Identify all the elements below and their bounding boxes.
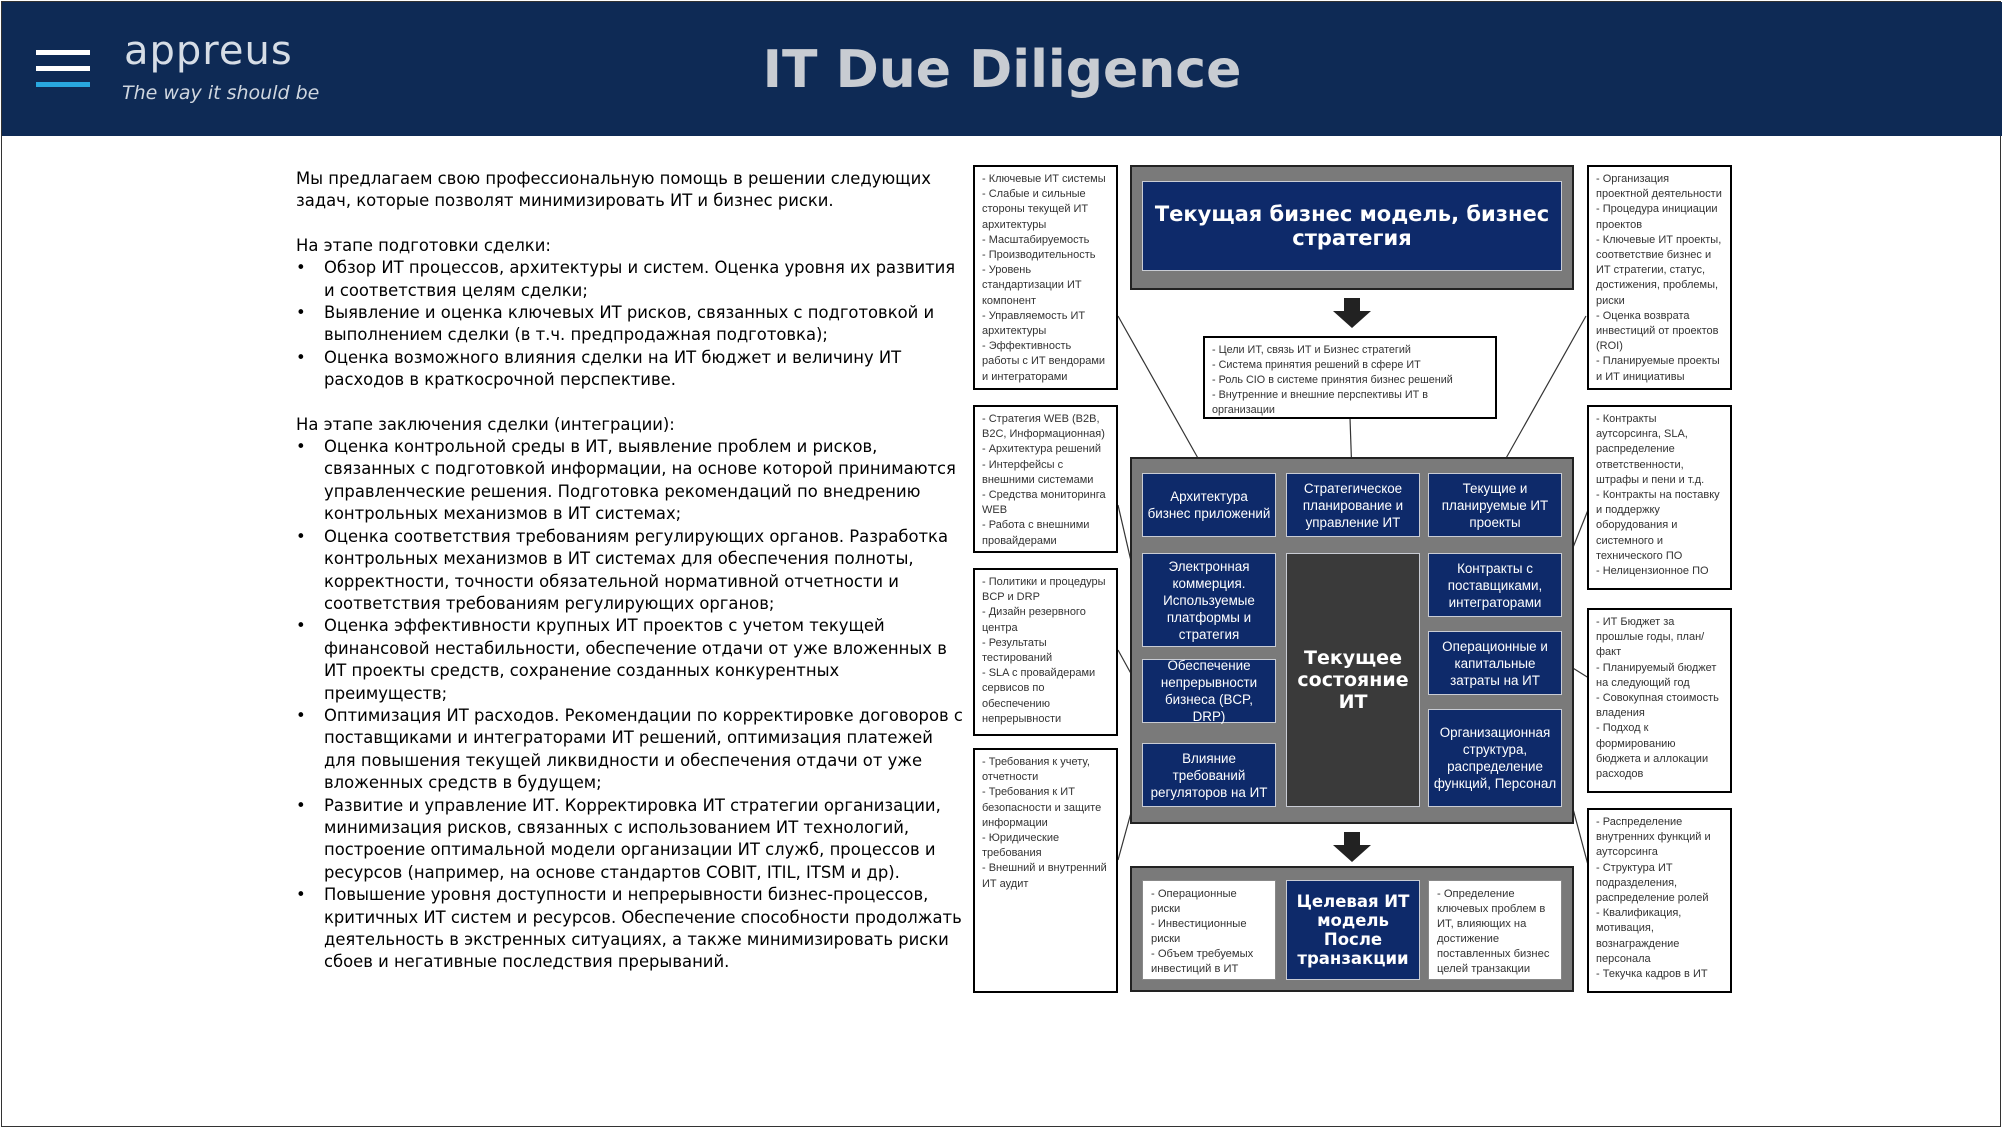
top-panel — [1130, 165, 1574, 290]
section1-list — [296, 257, 966, 391]
box-ecommerce: Электронная коммерция. Используемые платформы и стратегия — [1142, 553, 1276, 647]
note-app-architecture: - Ключевые ИТ системы - Слабые и сильные стороны текущей ИТ архитектуры - Масштабируемость - Производительность - Уровень стандартизации ИТ компонент - Управляемость ИТ архитектуры - Эффективность работы с ИТ вендорами и интеграторами — [973, 165, 1118, 390]
list-item: • Оптимизация ИТ расходов. Рекомендации по корректировке договоров с поставщиками и интеграторами ИТ решений, оптимизация платежей для повышения текущей ликвидности и обеспечения отдачи от уже вложенных средств в будущем; — [296, 705, 966, 795]
bottom-risks-note: - Операционные риски - Инвестиционные риски - Объем требуемых инвестиций в ИТ — [1142, 880, 1276, 980]
list-item: • Обзор ИТ процессов, архитектуры и систем. Оценка уровня их развития и соответствия целям сделки; — [296, 257, 966, 302]
services-text — [296, 168, 966, 974]
box-strategic-planning: Стратегическое планирование и управление ИТ — [1286, 473, 1420, 537]
target-it-model-box: Целевая ИТ модель После транзакции — [1286, 880, 1420, 980]
box-org-structure: Организационная структура, распределение функций, Персонал — [1428, 709, 1562, 807]
down-arrow-icon — [1333, 832, 1371, 862]
page-title: IT Due Diligence — [762, 40, 1242, 100]
list-item: • Развитие и управление ИТ. Корректировка ИТ стратегии организации, минимизация рисков, связанных с использованием ИТ технологий, построение оптимальной модели организации ИТ служб, процессов и ресурсов (например, на основе стандартов COBIT, ITIL, ITSM и др). — [296, 795, 966, 885]
tagline: The way it should be — [122, 82, 320, 104]
hamburger-menu-icon[interactable] — [2, 2, 112, 132]
bottom-panel — [1130, 866, 1574, 992]
center-note-it-goals: - Цели ИТ, связь ИТ и Бизнес стратегий - Система принятия решений в сфере ИТ - Роль CIO в системе принятия бизнес решений - Внутренние и внешние перспективы ИТ в организации — [1203, 336, 1497, 419]
box-app-architecture: Архитектура бизнес приложений — [1142, 473, 1276, 537]
list-item: • Оценка контрольной среды в ИТ, выявление проблем и рисков, связанных с подготовкой информации, на основе которой принимаются управленческие решения. Подготовка рекомендаций по внедрению контрольных механизмов в ИТ системах; — [296, 436, 966, 526]
list-item: • Оценка возможного влияния сделки на ИТ бюджет и величину ИТ расходов в краткосрочной перспективе. — [296, 347, 966, 392]
note-regulators: - Требования к учету, отчетности - Требования к ИТ безопасности и защите информации - Юридические требования - Внешний и внутренний ИТ аудит — [973, 748, 1118, 993]
note-org: - Распределение внутренних функций и аутсорсинга - Структура ИТ подразделения, распределение ролей - Квалификация, мотивация, вознаграждение персонала - Текучка кадров в ИТ — [1587, 808, 1732, 993]
note-bcp: - Политики и процедуры BCP и DRP - Дизайн резервного центра - Результаты тестирований - SLA с провайдерами сервисов по обеспечению непрерывности — [973, 568, 1118, 736]
header-bar — [2, 2, 2002, 136]
note-projects: - Организация проектной деятельности - Процедура инициации проектов - Ключевые ИТ проекты, соответствие бизнес и ИТ стратегии, статус, достижения, проблемы, риски - Оценка возврата инвестиций от проектов (ROI) - Планируемые проекты и ИТ инициативы — [1587, 165, 1732, 390]
box-contracts: Контракты с поставщиками, интеграторами — [1428, 553, 1562, 617]
section1-title: На этапе подготовки сделки: — [296, 235, 551, 255]
box-regulators: Влияние требований регуляторов на ИТ — [1142, 743, 1276, 807]
intro-text: Мы предлагаем свою профессиональную помощь в решении следующих задач, которые позволят минимизировать ИТ и бизнес риски. — [296, 169, 931, 211]
logo: appreus — [124, 28, 293, 74]
list-item: • Оценка эффективности крупных ИТ проектов с учетом текущей финансовой нестабильности, обеспечение отдачи от уже вложенных в ИТ проекты средств, сохранение созданных конкурентных преимуществ; — [296, 615, 966, 705]
note-contracts: - Контракты аутсорсинга, SLA, распределение ответственности, штрафы и пени и т.д. - Контракты на поставку и поддержку оборудования и системного и технического ПО - Нелицензионное ПО — [1587, 405, 1732, 590]
section2-title: На этапе заключения сделки (интеграции): — [296, 414, 675, 434]
list-item: • Повышение уровня доступности и непрерывности бизнес-процессов, критичных ИТ систем и ресурсов. Обеспечение способности продолжать деятельность в экстренных ситуациях, а также минимизировать риски сбоев и негативные последствия прерываний. — [296, 884, 966, 974]
down-arrow-icon — [1333, 298, 1371, 328]
bottom-key-problems-note: - Определение ключевых проблем в ИТ, влияющих на достижение поставленных бизнес целей транзакции — [1428, 880, 1562, 980]
section2-list — [296, 436, 966, 974]
box-current-it-state: Текущее состояние ИТ — [1286, 553, 1420, 807]
note-opex: - ИТ Бюджет за прошлые годы, план/факт - Планируемый бюджет на следующий год - Совокупная стоимость владения - Подход к формированию бюджета и аллокации расходов — [1587, 608, 1732, 793]
list-item: • Выявление и оценка ключевых ИТ рисков, связанных с подготовкой и выполнением сделки (в т.ч. предпродажная подготовка); — [296, 302, 966, 347]
current-business-model-box: Текущая бизнес модель, бизнес стратегия — [1142, 181, 1562, 271]
box-it-projects: Текущие и планируемые ИТ проекты — [1428, 473, 1562, 537]
note-ecommerce: - Стратегия WEB (B2B, B2C, Информационная) - Архитектура решений - Интерфейсы с внешними системами - Средства мониторинга WEB - Работа с внешними провайдерами — [973, 405, 1118, 553]
box-bcp: Обеспечение непрерывности бизнеса (BCP, DRP) — [1142, 659, 1276, 723]
list-item: • Оценка соответствия требованиям регулирующих органов. Разработка контрольных механизмов в ИТ системах для обеспечения полноты, корректности, точности обязательной нормативной отчетности и соответствия требованиям регулирующих органов; — [296, 526, 966, 616]
middle-panel — [1130, 457, 1574, 824]
box-opex: Операционные и капитальные затраты на ИТ — [1428, 631, 1562, 695]
